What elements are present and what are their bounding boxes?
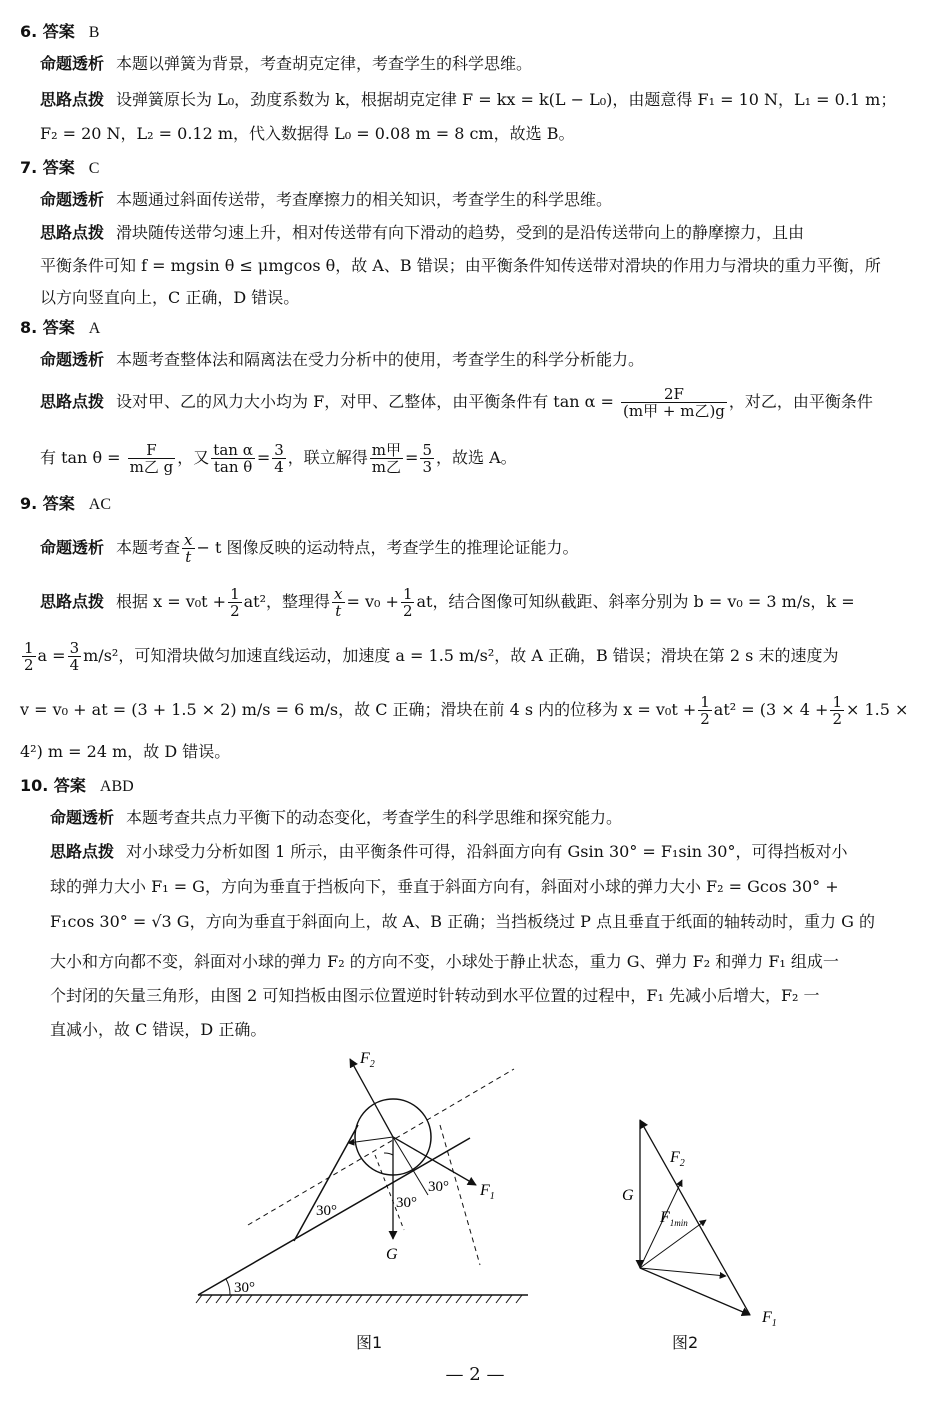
q10-heading: 10. 答案 ABD xyxy=(20,776,134,795)
label-G: G xyxy=(622,1187,634,1204)
q6-tag-solution: 思路点拨 xyxy=(40,90,105,109)
fraction: $\frac{1}{2}$ xyxy=(700,693,710,728)
dashed-perp-2 xyxy=(375,1155,404,1230)
q9-solution-line2: $\frac{1}{2}$ a = $\frac{3}{4}$ m/s²，可知滑块做匀加速直线运动，加速度 a = 1.5 m/s²，故 A 正确，B 错误；滑块在第 2 s 末的速度为 xyxy=(24,639,839,674)
q7-analysis: 命题透析 本题通过斜面传送带，考查摩擦力的相关知识，考查学生的科学思维。 xyxy=(40,190,613,209)
fraction: $\frac{3}{4}$ xyxy=(274,441,284,476)
fraction: $\frac{1}{2}$ xyxy=(832,693,842,728)
q6-solution-line1: 思路点拨 设弹簧原长为 L₀，劲度系数为 k，根据胡克定律 F = kx = k(L − L₀)，由题意得 F₁ = 10 N，L₁ = 0.1 m； xyxy=(40,90,897,109)
q8-solution-line1: 思路点拨 设对甲、乙的风力大小均为 F，对甲、乙整体，由平衡条件有 tan α = $\frac{2F}{\text{(m甲 + m乙)g}}$ ，对乙，由平衡条件 xyxy=(40,385,873,420)
q9-solution-line1: 思路点拨 根据 x = v₀t + $\frac{1}{2}$ at²，整理得 $\frac{x}{t}$ = v₀ + $\frac{1}{2}$ at，结合图像可知纵截距、斜率分别为 b = v₀ = 3 m/s，k = xyxy=(40,585,855,620)
fraction: $\frac{2F}{\text{(m甲 + m乙)g}}$ xyxy=(623,385,725,420)
q7-heading: 7. 答案 C xyxy=(20,158,100,177)
figure-1 xyxy=(190,1045,540,1315)
fraction: $\frac{5}{3}$ xyxy=(422,441,432,476)
q10-analysis: 命题透析 本题考查共点力平衡下的动态变化，考查学生的科学思维和探究能力。 xyxy=(50,808,623,827)
q7-solution-line1: 思路点拨 滑块随传送带匀速上升，相对传送带有向下滑动的趋势，受到的是沿传送带向上的静摩擦力，且由 xyxy=(40,223,805,242)
vector-F1-alt-2 xyxy=(640,1268,726,1276)
q9-analysis: 命题透析 本题考查 $\frac{x}{t}$ − t 图像反映的运动特点，考查学生的推理论证能力。 xyxy=(40,531,579,566)
vector-F1 xyxy=(640,1268,750,1315)
angle-label-f1: 30° xyxy=(428,1179,449,1195)
page-number: — 2 — xyxy=(445,1364,505,1385)
fraction: $\frac{x}{t}$ xyxy=(184,531,193,566)
q9-answer: AC xyxy=(88,496,112,513)
dashed-parallel xyxy=(248,1069,514,1225)
q10-solution-line3: F₁cos 30° = √3 G，方向为垂直于斜面向上，故 A、B 正确；当挡板绕过 P 点且垂直于纸面的轴转动时，重力 G 的 xyxy=(50,912,875,931)
fraction: $\frac{1}{2}$ xyxy=(230,585,240,620)
fraction: $\frac{\text{tan α}}{\text{tan θ}}$ xyxy=(213,441,253,476)
label-F1: $F_1$ xyxy=(762,1309,777,1329)
q9-solution-line3: v = v₀ + at = (3 + 1.5 × 2) m/s = 6 m/s，故 C 正确；滑块在前 4 s 内的位移为 x = v₀t + $\frac{1}{2}$ at² = (3 × 4 + $\frac{1}{2}$ × 1.5 × xyxy=(20,693,909,728)
ground-hatching xyxy=(196,1295,522,1303)
fraction: $\frac{\text{m甲}}{\text{m乙}}$ xyxy=(371,441,402,476)
q6-tag-analysis: 命题透析 xyxy=(40,54,105,73)
fraction: $\frac{F}{\text{m乙 g}}$ xyxy=(129,441,174,476)
label-F1min: $F_{1min}$ xyxy=(660,1209,688,1228)
q7-answer: C xyxy=(88,160,100,177)
fraction: $\frac{3}{4}$ xyxy=(69,639,80,674)
q10-solution-line4: 大小和方向都不变，斜面对小球的弹力 F₂ 的方向不变，小球处于静止状态，重力 G、弹力 F₂ 和弹力 F₁ 组成一 xyxy=(50,952,839,971)
q7-solution-line3: 以方向竖直向上，C 正确，D 错误。 xyxy=(40,288,300,307)
force-F1-arrow xyxy=(393,1137,476,1185)
baffle xyxy=(294,1125,358,1241)
q10-answer: ABD xyxy=(99,778,134,795)
q10-solution-line1: 思路点拨 对小球受力分析如图 1 所示，由平衡条件可得，沿斜面方向有 Gsin 30° = F₁sin 30°，可得挡板对小 xyxy=(50,842,848,861)
figure-1-diagram xyxy=(190,1045,540,1315)
label-F2: $F_2$ xyxy=(360,1050,375,1070)
q6-solution-line2: F₂ = 20 N，L₂ = 0.12 m，代入数据得 L₀ = 0.08 m = 8 cm，故选 B。 xyxy=(40,124,575,143)
q6-analysis: 命题透析 本题以弹簧为背景，考查胡克定律，考查学生的科学思维。 xyxy=(40,54,533,73)
q6-answer: B xyxy=(88,24,100,41)
q6-heading: 6. 答案 B xyxy=(20,22,100,41)
figure-2 xyxy=(610,1110,790,1330)
q8-solution-line2: 有 tan θ = $\frac{F}{\text{m乙 g}}$ ，又 $\frac{\text{tan α}}{\text{tan θ}}$ = $\frac{3}{4}$ ，联立解得 $\frac{\text{m甲}}{\text{m乙}}$ = $\frac{5}{3}$ ，故选 A。 xyxy=(40,441,517,476)
q10-solution-line2: 球的弹力大小 F₁ = G，方向为垂直于挡板向下，垂直于斜面方向有，斜面对小球的弹力大小 F₂ = Gcos 30° + xyxy=(50,877,839,896)
angle-label-base: 30° xyxy=(234,1280,255,1296)
figure-2-diagram xyxy=(610,1110,790,1330)
dashed-perp-1 xyxy=(440,1125,480,1265)
angle-label-g: 30° xyxy=(396,1195,417,1211)
q10-solution-line5: 个封闭的矢量三角形，由图 2 可知挡板由图示位置逆时针转动到水平位置的过程中，F₁ 先减小后增大，F₂ 一 xyxy=(50,986,820,1005)
angle-arc-mid xyxy=(384,1153,393,1155)
angle-label-baffle: 30° xyxy=(316,1203,337,1219)
q10-solution-line6: 直减小，故 C 错误，D 正确。 xyxy=(50,1020,267,1039)
fraction: $\frac{x}{t}$ xyxy=(334,585,343,620)
q8-answer: A xyxy=(88,320,101,337)
label-F2: $F_2$ xyxy=(670,1149,685,1169)
label-F1: $F_1$ xyxy=(480,1182,495,1202)
angle-arc-base xyxy=(226,1279,230,1295)
q8-heading: 8. 答案 A xyxy=(20,318,101,337)
figure-2-caption: 图2 xyxy=(672,1333,699,1352)
vector-F2 xyxy=(640,1120,750,1315)
q7-solution-line2: 平衡条件可知 f = mgsin θ ≤ μmgcos θ，故 A、B 错误；由平衡条件知传送带对滑块的作用力与滑块的重力平衡，所 xyxy=(40,256,881,275)
q9-heading: 9. 答案 AC xyxy=(20,494,112,513)
figure-1-caption: 图1 xyxy=(356,1333,383,1352)
fraction: $\frac{1}{2}$ xyxy=(24,639,34,674)
q8-analysis: 命题透析 本题考查整体法和隔离法在受力分析中的使用，考查学生的科学分析能力。 xyxy=(40,350,645,369)
label-G: G xyxy=(386,1246,398,1263)
fraction: $\frac{1}{2}$ xyxy=(402,585,413,620)
q9-solution-line4: 4²) m = 24 m，故 D 错误。 xyxy=(20,742,231,761)
